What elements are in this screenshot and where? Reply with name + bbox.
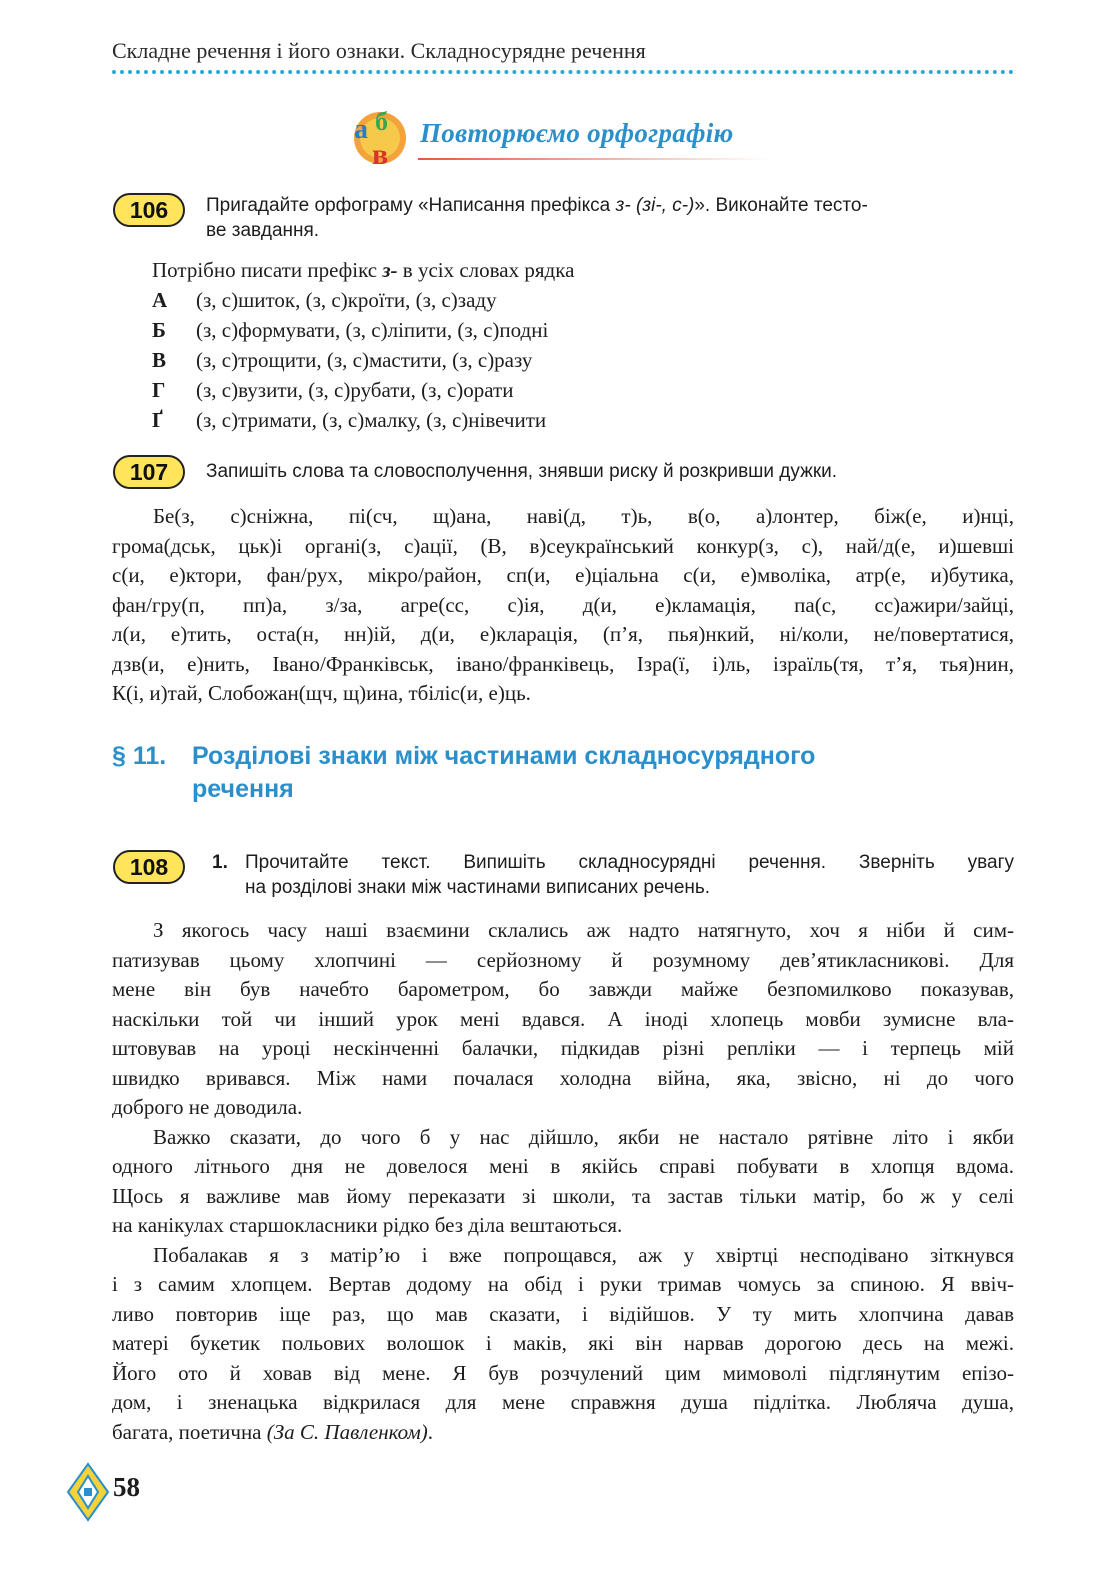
text-line: Важко сказати, до чого б у нас дійшло, якби не настало рятівне літо і якби	[153, 1124, 1014, 1149]
exercise-108-text	[112, 916, 1014, 1447]
section-title-line: речення	[192, 775, 294, 803]
text-line: З якогось часу наші взаємини склались аж надто натягнуто, хоч я ніби й сим-	[153, 918, 1014, 942]
instruction-text: Прочитайте текст. Випишіть складносурядні речення. Зверніть увагу	[245, 852, 1014, 873]
text-line: матері букетик польових волошок і маків, які він нарвав дорогою десь на межі.	[112, 1331, 1014, 1355]
running-head: Складне речення і його ознаки. Складносурядне речення	[112, 38, 646, 63]
option-text: (з, с)вузити, (з, с)рубати, (з, с)орати	[196, 378, 514, 402]
section-title-line: Розділові знаки між частинами складносурядного	[192, 742, 816, 770]
exercise-108-instruction	[212, 850, 1014, 900]
test-option	[152, 348, 532, 373]
text-line-start: багата, поетична	[112, 1419, 267, 1444]
page-ornament-icon	[66, 1462, 110, 1522]
svg-text:б: б	[375, 108, 388, 136]
text-line: Побалакав я з матір’ю і вже попрощався, аж у хвіртці несподівано зіткнувся	[153, 1242, 1014, 1267]
text-line: і з самим хлопцем. Вертав додому на обід і руки тримав чомусь за спиною. Я ввіч-	[112, 1272, 1014, 1296]
page-number: 58	[113, 1472, 140, 1502]
exercise-badge-108: 108	[113, 850, 185, 884]
instruction-text: ». Виконайте тесто-	[694, 195, 868, 216]
section-number: § 11.	[112, 742, 167, 770]
prefix-variants: з- (зі-, с-)	[615, 195, 695, 216]
exercise-107-words	[112, 502, 1014, 709]
word-line: л(и, е)тить, оста(н, нн)ій, д(и, е)кларація, (п’я, пья)нкий, ні/коли, не/повертатися,	[112, 622, 1014, 646]
text-line: дом, і зненацька відкрилася для мене справжня душа підлітка. Любляча душа,	[112, 1390, 1014, 1414]
instruction-text: на розділові знаки між частинами виписаних речень.	[245, 877, 711, 898]
text-paragraph	[112, 1123, 1014, 1241]
instruction-text: Пригадайте орфограму «Написання префікса	[206, 195, 616, 216]
test-question-text: Потрібно писати префікс	[152, 258, 383, 282]
word-line: с(и, е)ктори, фан/рух, мікро/район, сп(и, е)ціальна с(и, е)мволіка, атр(е, и)бутика,	[112, 563, 1014, 587]
text-line: Його ото й ховав від мене. Я був розчулений цим мимоволі підглянутим епізо-	[112, 1360, 1014, 1385]
svg-text:в: в	[372, 138, 389, 168]
option-letter: Б	[152, 318, 166, 342]
test-question	[152, 258, 574, 283]
text-line: ливо повторив іще раз, що мав сказати, і відійшов. У ту мить хлопчина давав	[112, 1301, 1014, 1326]
text-line: швидко вривався. Між нами почалася холодна війна, яка, звісно, ні до чого	[112, 1065, 1014, 1090]
text-line: мене він був начебто барометром, бо завжди майже безпомилково показував,	[112, 977, 1014, 1001]
option-letter: Ґ	[152, 408, 163, 432]
final-period: .	[427, 1419, 433, 1444]
exercise-107-instruction: Запишіть слова та словосполучення, знявши риску й розкривши дужки.	[206, 461, 838, 482]
word-line: дзв(и, е)нить, Івано/Франківськ, івано/франківець, Ізра(ї, і)ль, ізраїль(тя, т’я, тья)нин,	[112, 651, 1014, 676]
text-line: одного літнього дня не довелося мені в якійсь справі побувати в хлопця вдома.	[112, 1154, 1014, 1178]
option-text: (з, с)тримати, (з, с)малку, (з, с)нівечити	[196, 408, 547, 432]
text-paragraph	[112, 1241, 1014, 1448]
option-letter: В	[152, 348, 167, 372]
text-line: штовував на уроці нескінченні балачки, підкидав різні репліки — і терпець мій	[112, 1036, 1014, 1060]
abc-logo-icon	[348, 108, 412, 168]
option-text: (з, с)трощити, (з, с)мастити, (з, с)разу	[196, 348, 533, 372]
option-text: (з, с)шиток, (з, с)кроїти, (з, с)заду	[196, 288, 497, 312]
text-line: патизував цьому хлопчині — серйозному й розумному дев’ятикласникові. Для	[112, 947, 1014, 972]
test-question-prefix: з-	[382, 258, 398, 282]
exercise-badge-106: 106	[113, 193, 185, 227]
text-line: наскільки той чи інший урок мені вдався. А іноді хлопець мовби зумисне вла-	[112, 1006, 1014, 1031]
text-line: доброго не доводила.	[112, 1095, 303, 1119]
source-attribution: (За С. Павленком)	[266, 1419, 428, 1444]
exercise-106-instruction	[206, 193, 1014, 243]
test-option	[152, 318, 548, 343]
test-option	[152, 408, 546, 433]
option-letter: Г	[152, 378, 166, 402]
text-line: Щось я важливе мав йому переказати зі школи, та застав тільки матір, бо ж у селі	[112, 1183, 1014, 1208]
test-option	[152, 288, 497, 313]
word-line: К(і, и)тай, Слобожан(щч, щ)ина, тбіліс(и, е)ць.	[112, 681, 531, 705]
exercise-badge-107: 107	[113, 455, 185, 489]
instruction-text: ве завдання.	[206, 220, 320, 241]
dotted-rule	[112, 70, 1014, 74]
banner-underline	[418, 158, 770, 160]
text-line: на канікулах старшокласники рідко без діла вештаються.	[112, 1213, 623, 1237]
text-paragraph	[112, 916, 1014, 1123]
banner-title: Повторюємо орфографію	[420, 118, 734, 148]
option-text: (з, с)формувати, (з, с)ліпити, (з, с)подні	[196, 318, 549, 342]
section-title	[112, 740, 815, 806]
word-line: грома(дськ, цьк)і органі(з, с)ації, (В, в)сеукраїнський конкур(з, с), най/д(е, и)шевші	[112, 533, 1014, 558]
word-line: Бе(з, с)сніжна, пі(сч, щ)ана, наві(д, т)ь, в(о, а)лонтер, біж(е, и)нці,	[153, 504, 1014, 528]
text-line	[112, 1418, 1014, 1448]
option-letter: А	[152, 288, 168, 312]
test-option	[152, 378, 513, 403]
task-number: 1.	[212, 852, 228, 873]
svg-text:а: а	[354, 114, 368, 145]
test-question-text: в усіх словах рядка	[397, 258, 575, 282]
word-line: фан/гру(п, пп)а, з/за, агре(сс, с)ія, д(и, е)кламація, па(с, сс)ажири/зайці,	[112, 592, 1014, 617]
repeat-orthography-banner	[348, 108, 788, 168]
